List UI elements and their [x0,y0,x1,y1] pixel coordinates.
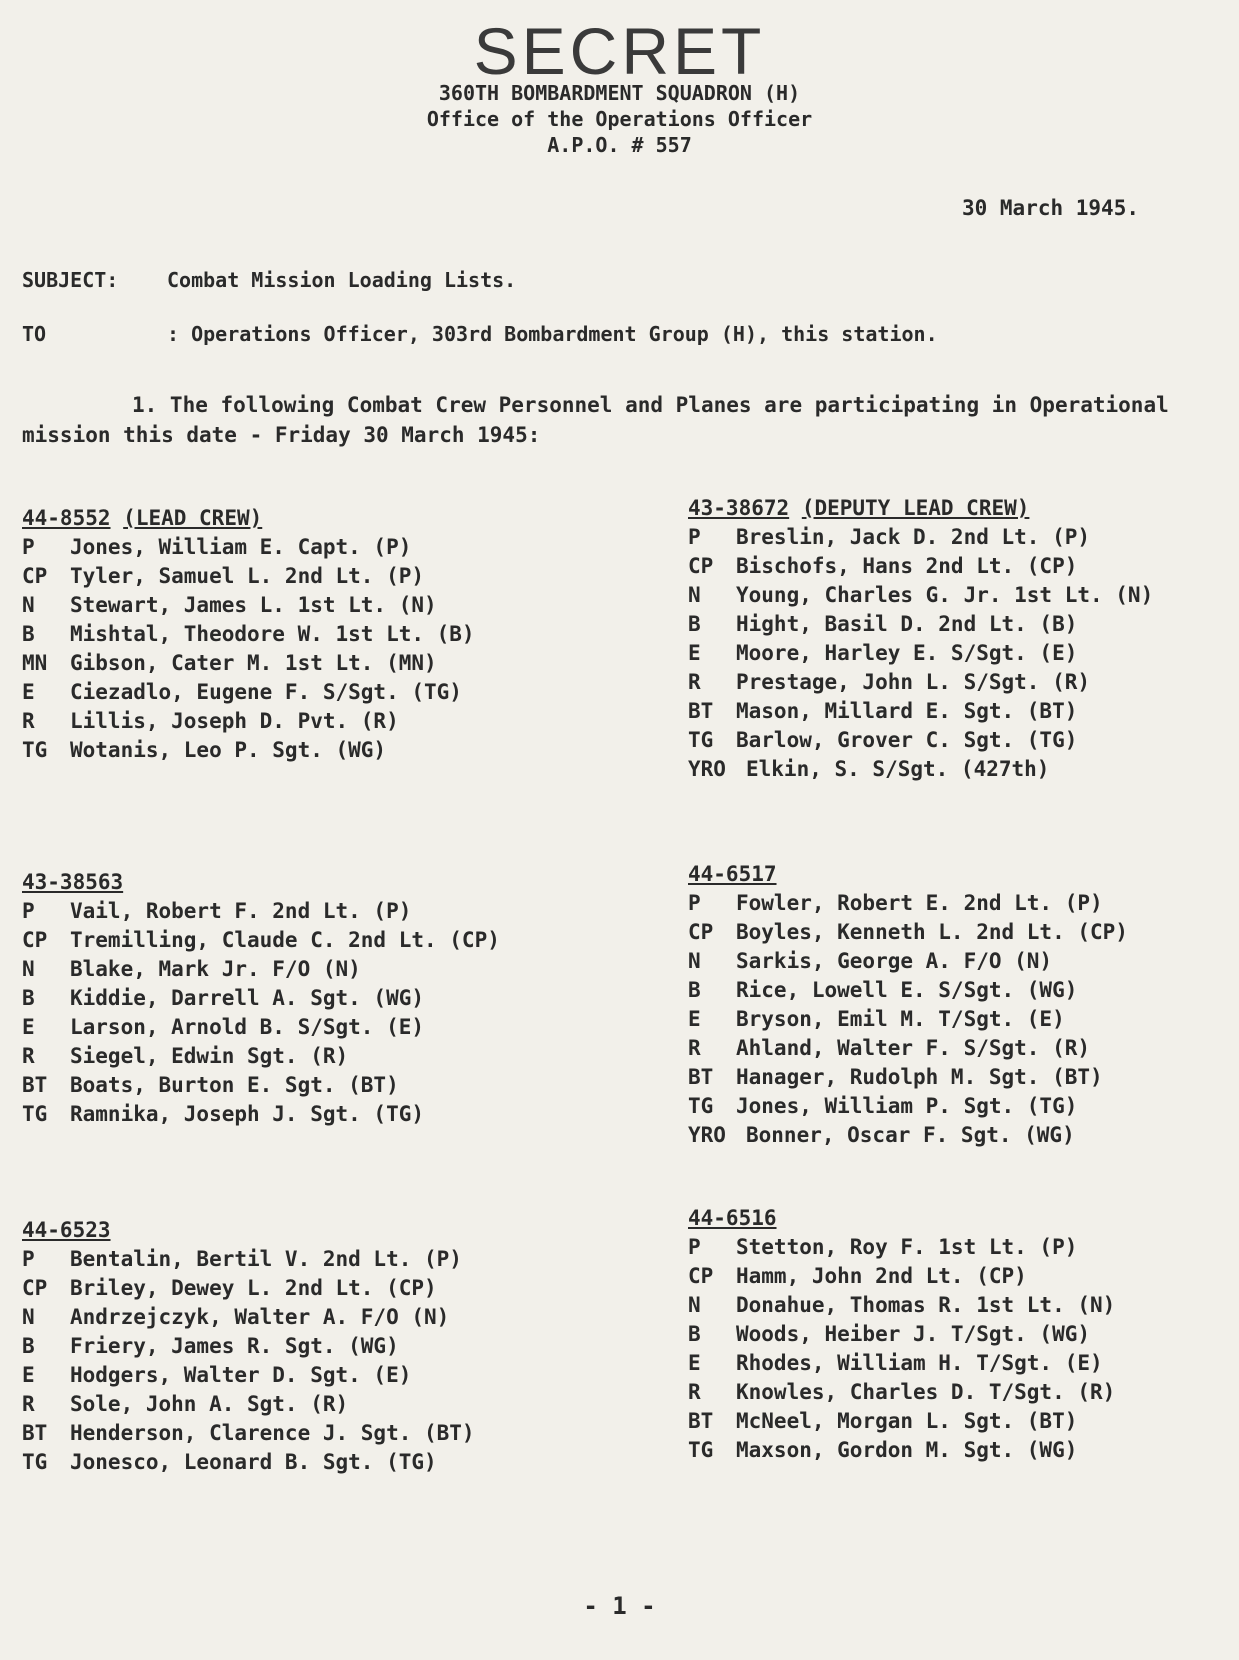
crew-member-name: McNeel, Morgan L. Sgt. (BT) [736,1409,1078,1433]
crew-position: BT [688,1409,714,1433]
crew-member [688,947,1128,976]
crew-heading [688,860,1128,889]
crew-position: CP [22,564,48,588]
crew-member [688,1034,1128,1063]
crew-position: N [688,1293,701,1317]
crew-position: B [688,1322,701,1346]
crew-member-name: Ramnika, Joseph J. Sgt. (TG) [70,1102,425,1126]
crew-member [22,736,475,765]
crew-position: R [688,1036,701,1060]
crew-position: B [688,978,701,1002]
crew-position: B [22,1334,35,1358]
crew-position: TG [22,738,48,762]
plane-serial: 43-38672 [688,496,790,520]
crew-position: P [688,891,701,915]
crew-member-name: Rice, Lowell E. S/Sgt. (WG) [736,978,1078,1002]
plane-serial: 43-38563 [22,870,124,894]
crew-position: CP [688,920,714,944]
crew-member-name: Sole, John A. Sgt. (R) [70,1392,349,1416]
crew-member [688,668,1153,697]
crew-position: TG [688,1094,714,1118]
crew-member-name: Boats, Burton E. Sgt. (BT) [70,1073,399,1097]
crew-heading [22,868,500,897]
crew-block [22,504,475,765]
crew-member-name: Bischofs, Hans 2nd Lt. (CP) [736,554,1078,578]
crew-position: R [22,1044,35,1068]
crew-member-name: Blake, Mark Jr. F/O (N) [70,957,361,981]
crew-position: N [22,1305,35,1329]
document-date: 30 March 1945. [961,196,1139,220]
crew-block [22,1216,475,1477]
apo-number: A.P.O. # 557 [547,133,692,157]
crew-member [688,581,1153,610]
crew-heading [22,504,475,533]
crew-member [688,1063,1128,1092]
plane-serial: 44-6516 [688,1206,777,1230]
crew-member [22,1071,500,1100]
crew-position: B [688,612,701,636]
crew-position: R [22,709,35,733]
crew-position: YRO [688,1123,726,1147]
crew-member-name: Woods, Heiber J. T/Sgt. (WG) [736,1322,1091,1346]
crew-member [688,1291,1115,1320]
crew-member [22,707,475,736]
crew-position: E [688,1007,701,1031]
crew-member-name: Kiddie, Darrell A. Sgt. (WG) [70,986,425,1010]
crew-member [688,552,1153,581]
crew-position: R [688,1380,701,1404]
crew-member-name: Stewart, James L. 1st Lt. (N) [70,593,437,617]
crew-member-name: Young, Charles G. Jr. 1st Lt. (N) [736,583,1154,607]
crew-member-name: Maxson, Gordon M. Sgt. (WG) [736,1438,1078,1462]
crew-position: CP [22,928,48,952]
crew-member-name: Mishtal, Theodore W. 1st Lt. (B) [70,622,475,646]
to-text: : Operations Officer, 303rd Bombardment Group (H), this station. [167,322,938,346]
plane-serial: 44-6523 [22,1218,111,1242]
unit-name: 360TH BOMBARDMENT SQUADRON (H) [438,81,801,105]
crew-member [22,955,500,984]
crew-heading [688,494,1153,523]
crew-member-name: Tyler, Samuel L. 2nd Lt. (P) [70,564,425,588]
crew-position: E [688,1351,701,1375]
crew-member [688,1436,1115,1465]
crew-position: TG [22,1450,48,1474]
subject-line [22,268,516,292]
crew-member [22,1013,500,1042]
crew-position: MN [22,651,48,675]
page-number: - 1 - [583,1592,656,1620]
crew-member [688,1349,1115,1378]
crew-position: E [22,680,35,704]
crew-position: CP [688,554,714,578]
crew-member [688,610,1153,639]
crew-member [688,639,1153,668]
crew-block [688,1204,1115,1465]
crew-member-name: Prestage, John L. S/Sgt. (R) [736,670,1091,694]
plane-serial: 44-6517 [688,862,777,886]
crew-member-name: Jonesco, Leonard B. Sgt. (TG) [70,1450,437,1474]
crew-member [22,1448,475,1477]
crew-position: B [22,622,35,646]
crew-member-name: Stetton, Roy F. 1st Lt. (P) [736,1235,1078,1259]
to-label: TO [22,322,47,346]
crew-block [688,860,1128,1150]
crew-position: P [688,1235,701,1259]
crew-member [688,1121,1128,1150]
crew-member [688,697,1153,726]
crew-member-name: Barlow, Grover C. Sgt. (TG) [736,728,1078,752]
crew-member [22,984,500,1013]
crew-position: E [22,1363,35,1387]
crew-member [22,1390,475,1419]
crew-member-name: Henderson, Clarence J. Sgt. (BT) [70,1421,475,1445]
crew-member [688,918,1128,947]
crew-member-name: Sarkis, George A. F/O (N) [736,949,1053,973]
crew-member [688,1320,1115,1349]
crew-position: TG [688,1438,714,1462]
crew-member-name: Moore, Harley E. S/Sgt. (E) [736,641,1078,665]
crew-heading [688,1204,1115,1233]
crew-member-name: Lillis, Joseph D. Pvt. (R) [70,709,399,733]
crew-position: R [688,670,701,694]
crew-member [22,926,500,955]
crew-position: YRO [688,757,726,781]
crew-member [22,897,500,926]
crew-member-name: Hamm, John 2nd Lt. (CP) [736,1264,1027,1288]
crew-member-name: Ciezadlo, Eugene F. S/Sgt. (TG) [70,680,462,704]
crew-member [22,533,475,562]
crew-position: TG [22,1102,48,1126]
crew-member-name: Friery, James R. Sgt. (WG) [70,1334,399,1358]
crew-position: BT [688,1065,714,1089]
crew-member [22,1274,475,1303]
crew-member-name: Rhodes, William H. T/Sgt. (E) [736,1351,1103,1375]
crew-member-name: Hanager, Rudolph M. Sgt. (BT) [736,1065,1103,1089]
crew-position: BT [22,1421,48,1445]
crew-position: N [688,949,701,973]
crew-block [688,494,1153,784]
crew-position: P [22,899,35,923]
crew-member-name: Ahland, Walter F. S/Sgt. (R) [736,1036,1091,1060]
crew-member [688,1092,1128,1121]
crew-position: CP [22,1276,48,1300]
crew-position: TG [688,728,714,752]
crew-member-name: Jones, William P. Sgt. (TG) [736,1094,1078,1118]
crew-member [22,591,475,620]
crew-member-name: Briley, Dewey L. 2nd Lt. (CP) [70,1276,437,1300]
crew-member-name: Bentalin, Bertil V. 2nd Lt. (P) [70,1247,462,1271]
crew-member [688,755,1153,784]
crew-member [688,1262,1115,1291]
crew-position: BT [688,699,714,723]
crew-position: B [22,986,35,1010]
to-line [22,322,938,346]
plane-serial: 44-8552 [22,506,111,530]
crew-member-name: Bryson, Emil M. T/Sgt. (E) [736,1007,1065,1031]
crew-position: CP [688,1264,714,1288]
crew-member [688,1005,1128,1034]
crew-member [688,889,1128,918]
subject-text: Combat Mission Loading Lists. [167,268,517,292]
crew-member [22,1042,500,1071]
crew-member [688,726,1153,755]
crew-member [22,1361,475,1390]
crew-position: E [22,1015,35,1039]
crew-note: (LEAD CREW) [123,506,263,530]
intro-paragraph: 1. The following Combat Crew Personnel and Planes are participating in Operational mission this date - Friday 30 March 1945: [22,393,1169,447]
crew-member [22,1419,475,1448]
secret-stamp: SECRET [473,14,766,88]
crew-member-name: Tremilling, Claude C. 2nd Lt. (CP) [70,928,500,952]
crew-member-name: Hodgers, Walter D. Sgt. (E) [70,1363,412,1387]
crew-member [22,1332,475,1361]
crew-member [688,1233,1115,1262]
crew-position: N [22,593,35,617]
crew-heading [22,1216,475,1245]
crew-position: P [22,1247,35,1271]
crew-note: (DEPUTY LEAD CREW) [801,496,1030,520]
crew-position: N [688,583,701,607]
crew-member-name: Donahue, Thomas R. 1st Lt. (N) [736,1293,1116,1317]
crew-member-name: Jones, William E. Capt. (P) [70,535,412,559]
crew-member-name: Hight, Basil D. 2nd Lt. (B) [736,612,1078,636]
crew-member-name: Vail, Robert F. 2nd Lt. (P) [70,899,412,923]
crew-member [688,1378,1115,1407]
crew-member-name: Breslin, Jack D. 2nd Lt. (P) [736,525,1091,549]
crew-member [22,1100,500,1129]
crew-member [22,562,475,591]
crew-position: P [22,535,35,559]
crew-member [22,1303,475,1332]
crew-position: BT [22,1073,48,1097]
crew-block [22,868,500,1129]
crew-member-name: Siegel, Edwin Sgt. (R) [70,1044,349,1068]
crew-member [22,620,475,649]
crew-member [22,678,475,707]
subject-label: SUBJECT: [22,268,119,292]
crew-member-name: Fowler, Robert E. 2nd Lt. (P) [736,891,1103,915]
crew-member [22,1245,475,1274]
crew-member-name: Andrzejczyk, Walter A. F/O (N) [70,1305,450,1329]
crew-member-name: Larson, Arnold B. S/Sgt. (E) [70,1015,425,1039]
crew-member-name: Elkin, S. S/Sgt. (427th) [746,757,1050,781]
crew-position: N [22,957,35,981]
crew-member [688,976,1128,1005]
crew-member-name: Knowles, Charles D. T/Sgt. (R) [736,1380,1116,1404]
crew-member [688,1407,1115,1436]
crew-member [688,523,1153,552]
crew-member [22,649,475,678]
crew-position: R [22,1392,35,1416]
crew-member-name: Bonner, Oscar F. Sgt. (WG) [746,1123,1075,1147]
crew-member-name: Boyles, Kenneth L. 2nd Lt. (CP) [736,920,1128,944]
crew-member-name: Mason, Millard E. Sgt. (BT) [736,699,1078,723]
crew-member-name: Wotanis, Leo P. Sgt. (WG) [70,738,387,762]
office-name: Office of the Operations Officer [426,107,813,131]
crew-position: P [688,525,701,549]
crew-member-name: Gibson, Cater M. 1st Lt. (MN) [70,651,437,675]
crew-position: E [688,641,701,665]
